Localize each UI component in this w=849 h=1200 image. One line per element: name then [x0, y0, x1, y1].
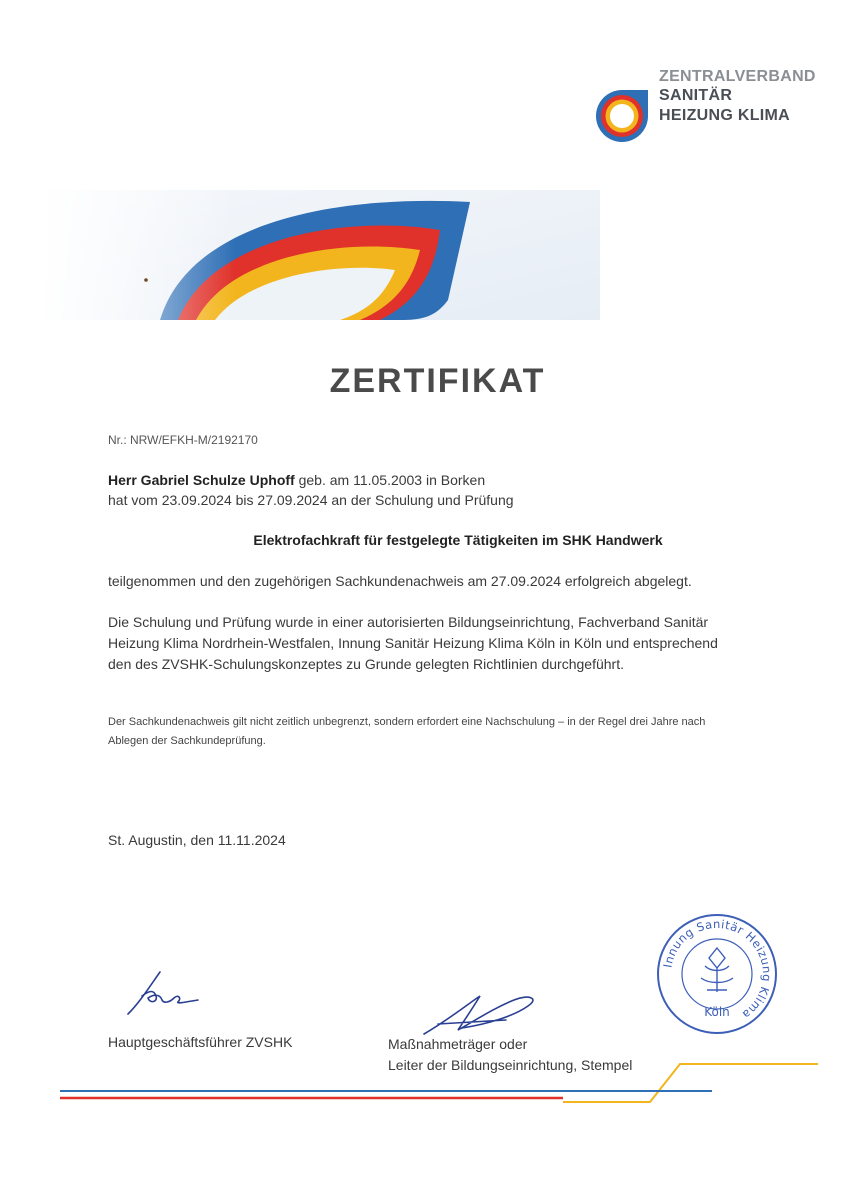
signature-caption-left: Hauptgeschäftsführer ZVSHK: [108, 1034, 293, 1050]
guild-stamp-icon: [655, 912, 779, 1036]
org-name-line-2: SANITÄR: [659, 87, 733, 104]
signature-caption-right-line2: Leiter der Bildungseinrichtung, Stempel: [388, 1057, 633, 1073]
training-period: hat vom 23.09.2024 bis 27.09.2024 an der Schulung und Prüfung: [108, 492, 514, 508]
recipient-name: Herr Gabriel Schulze Uphoff: [108, 472, 295, 488]
certificate-title: ZERTIFIKAT: [329, 362, 546, 400]
org-name-line-3: HEIZUNG KLIMA: [659, 107, 791, 124]
footer-stripes: [58, 1055, 818, 1105]
recipient-line: [108, 470, 485, 491]
banner-graphic: [40, 190, 600, 320]
signature-left-icon: [120, 968, 210, 1018]
course-title: Elektrofachkraft für festgelegte Tätigkeiten im SHK Handwerk: [253, 532, 663, 548]
org-name-line-1: ZENTRALVERBAND: [659, 68, 816, 85]
signature-right-icon: [418, 990, 548, 1038]
place-and-date: St. Augustin, den 11.11.2024: [108, 832, 286, 848]
recipient-birth: geb. am 11.05.2003 in Borken: [294, 472, 486, 488]
stamp-city: Köln: [704, 1005, 730, 1019]
certificate-number: Nr.: NRW/EFKH-M/2192170: [108, 433, 258, 447]
zvshk-logo-icon: [594, 88, 650, 144]
completion-statement: teilgenommen und den zugehörigen Sachkundenachweis am 27.09.2024 erfolgreich abgelegt.: [108, 573, 692, 589]
validity-note: Der Sachkundenachweis gilt nicht zeitlich unbegrenzt, sondern erfordert eine Nachschulung – in der Regel drei Jahre nach Ablegen der Sachkundeprüfung.: [108, 716, 706, 747]
training-paragraph: Die Schulung und Prüfung wurde in einer autorisierten Bildungseinrichtung, Fachverband Sanitär Heizung Klima Nordrhein-Westfalen, Innung Sanitär Heizung Klima Köln in Köln und entsprechend den des ZVSHK-Schulungskonzeptes zu Grunde gelegten Richtlinien durchgeführt.: [108, 614, 718, 672]
signature-caption-right-line1: Maßnahmeträger oder: [388, 1036, 528, 1052]
stamp-ring-text: Innung Sanitär Heizung Klima: [660, 916, 775, 1023]
